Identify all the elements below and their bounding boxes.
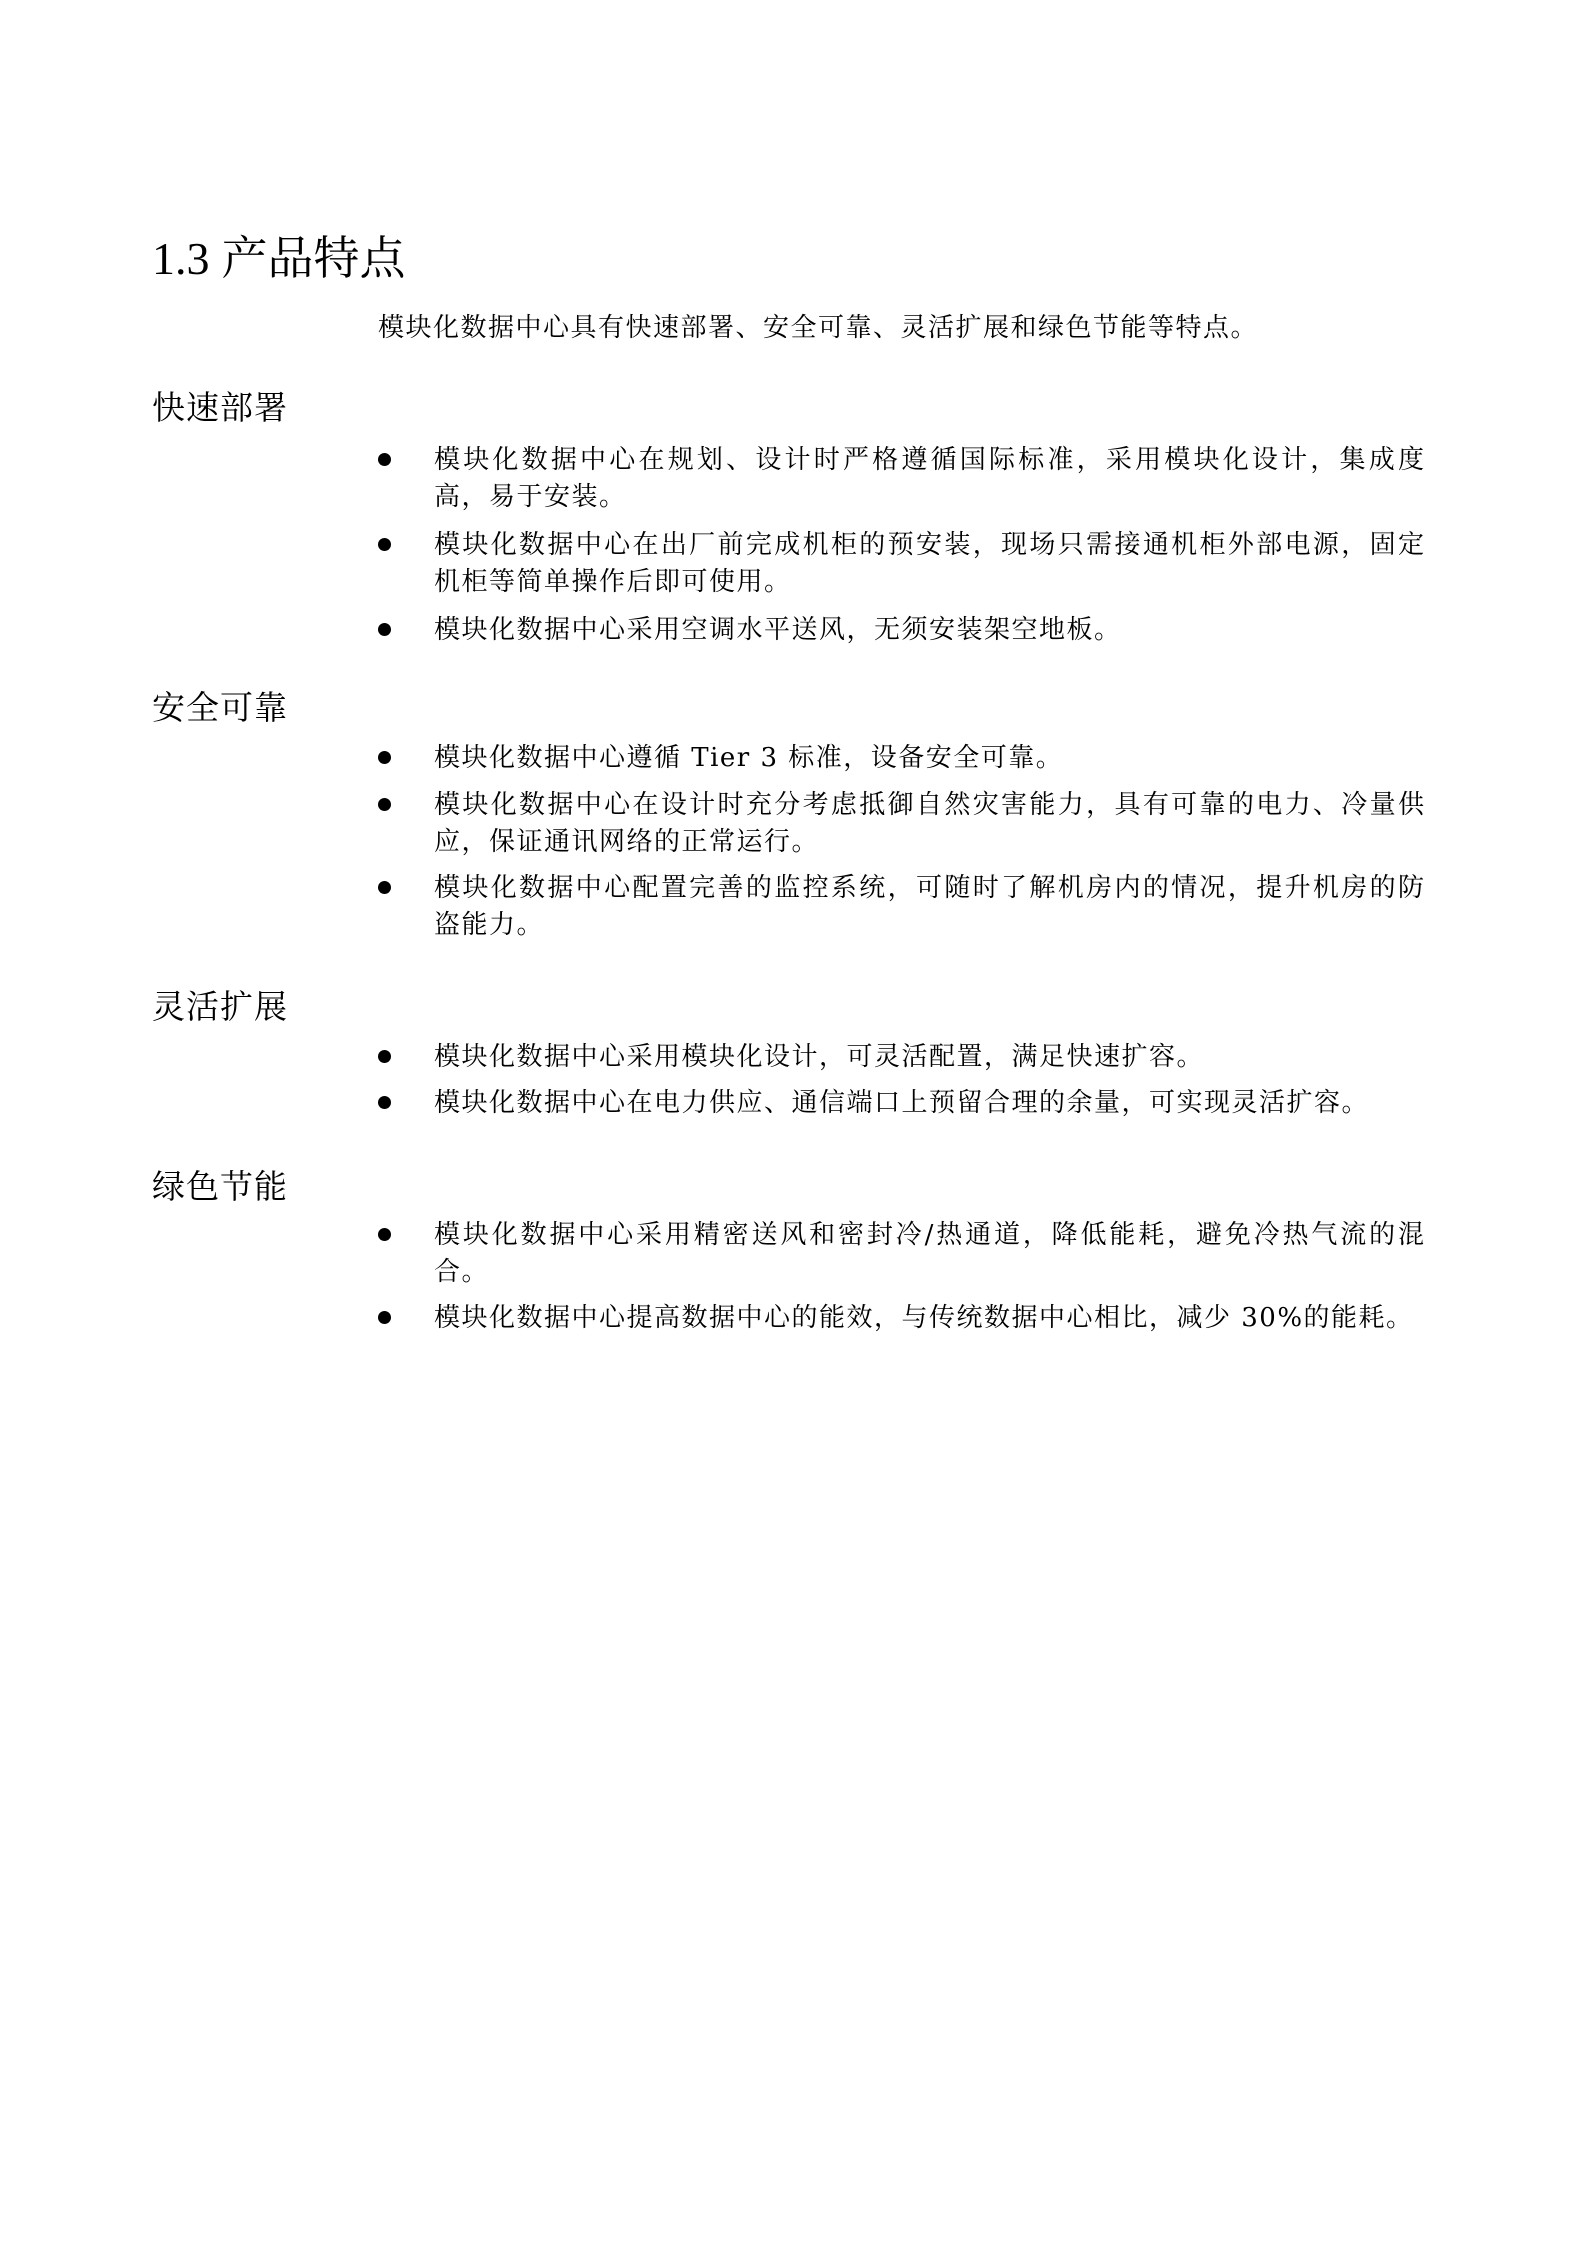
feature-heading-security-reliability: 安全可靠 [152, 688, 288, 727]
bullet-icon [378, 751, 391, 764]
bullet-text-line: 高，易于安装。 [434, 482, 627, 512]
list-item [378, 442, 1428, 516]
list-item [378, 527, 1428, 601]
feature-heading-flexible-expansion: 灵活扩展 [152, 987, 288, 1026]
bullet-text-line: 模块化数据中心提高数据中心的能效，与传统数据中心相比，减少 30%的能耗。 [434, 1303, 1414, 1333]
bullet-text-line: 模块化数据中心遵循 Tier 3 标准，设备安全可靠。 [434, 743, 1064, 773]
bullet-text-line: 机柜等简单操作后即可使用。 [434, 567, 792, 597]
bullet-icon [378, 881, 391, 894]
bullet-icon [378, 623, 391, 636]
bullet-text-line: 盗能力。 [434, 910, 545, 940]
bullet-text-line: 模块化数据中心在电力供应、通信端口上预留合理的余量，可实现灵活扩容。 [434, 1088, 1370, 1118]
bullet-icon [378, 538, 391, 551]
list-item [378, 1217, 1428, 1291]
list-item [378, 1085, 1428, 1122]
bullet-icon [378, 798, 391, 811]
list-item [378, 787, 1428, 861]
list-item [378, 612, 1428, 649]
bullet-icon [378, 1228, 391, 1241]
feature-heading-fast-deployment: 快速部署 [152, 388, 288, 427]
bullet-text-line: 模块化数据中心在出厂前完成机柜的预安装，现场只需接通机柜外部电源，固定 [434, 530, 1424, 560]
section-title-text: 产品特点 [221, 231, 406, 285]
bullet-icon [378, 1311, 391, 1324]
bullet-icon [378, 1096, 391, 1109]
bullet-text-line: 模块化数据中心配置完善的监控系统，可随时了解机房内的情况，提升机房的防 [434, 873, 1424, 903]
section-title [152, 230, 406, 287]
bullet-icon [378, 453, 391, 466]
bullet-text-line: 模块化数据中心采用精密送风和密封冷/热通道，降低能耗，避免冷热气流的混 [434, 1220, 1424, 1250]
list-item [378, 740, 1428, 777]
bullet-text-line: 合。 [434, 1257, 490, 1287]
section-number: 1.3 [152, 233, 210, 284]
bullet-text-line: 模块化数据中心采用空调水平送风，无须安装架空地板。 [434, 615, 1122, 645]
bullet-icon [378, 1050, 391, 1063]
feature-heading-green-energy-saving: 绿色节能 [152, 1167, 288, 1206]
list-item [378, 870, 1428, 944]
bullet-text-line: 模块化数据中心采用模块化设计，可灵活配置，满足快速扩容。 [434, 1042, 1205, 1072]
bullet-text-line: 应，保证通讯网络的正常运行。 [434, 827, 820, 857]
list-item [378, 1039, 1428, 1076]
intro-paragraph: 模块化数据中心具有快速部署、安全可靠、灵活扩展和绿色节能等特点。 [378, 313, 1259, 343]
bullet-text-line: 模块化数据中心在规划、设计时严格遵循国际标准，采用模块化设计，集成度 [434, 445, 1424, 475]
list-item [378, 1300, 1428, 1337]
bullet-text-line: 模块化数据中心在设计时充分考虑抵御自然灾害能力，具有可靠的电力、冷量供 [434, 790, 1424, 820]
